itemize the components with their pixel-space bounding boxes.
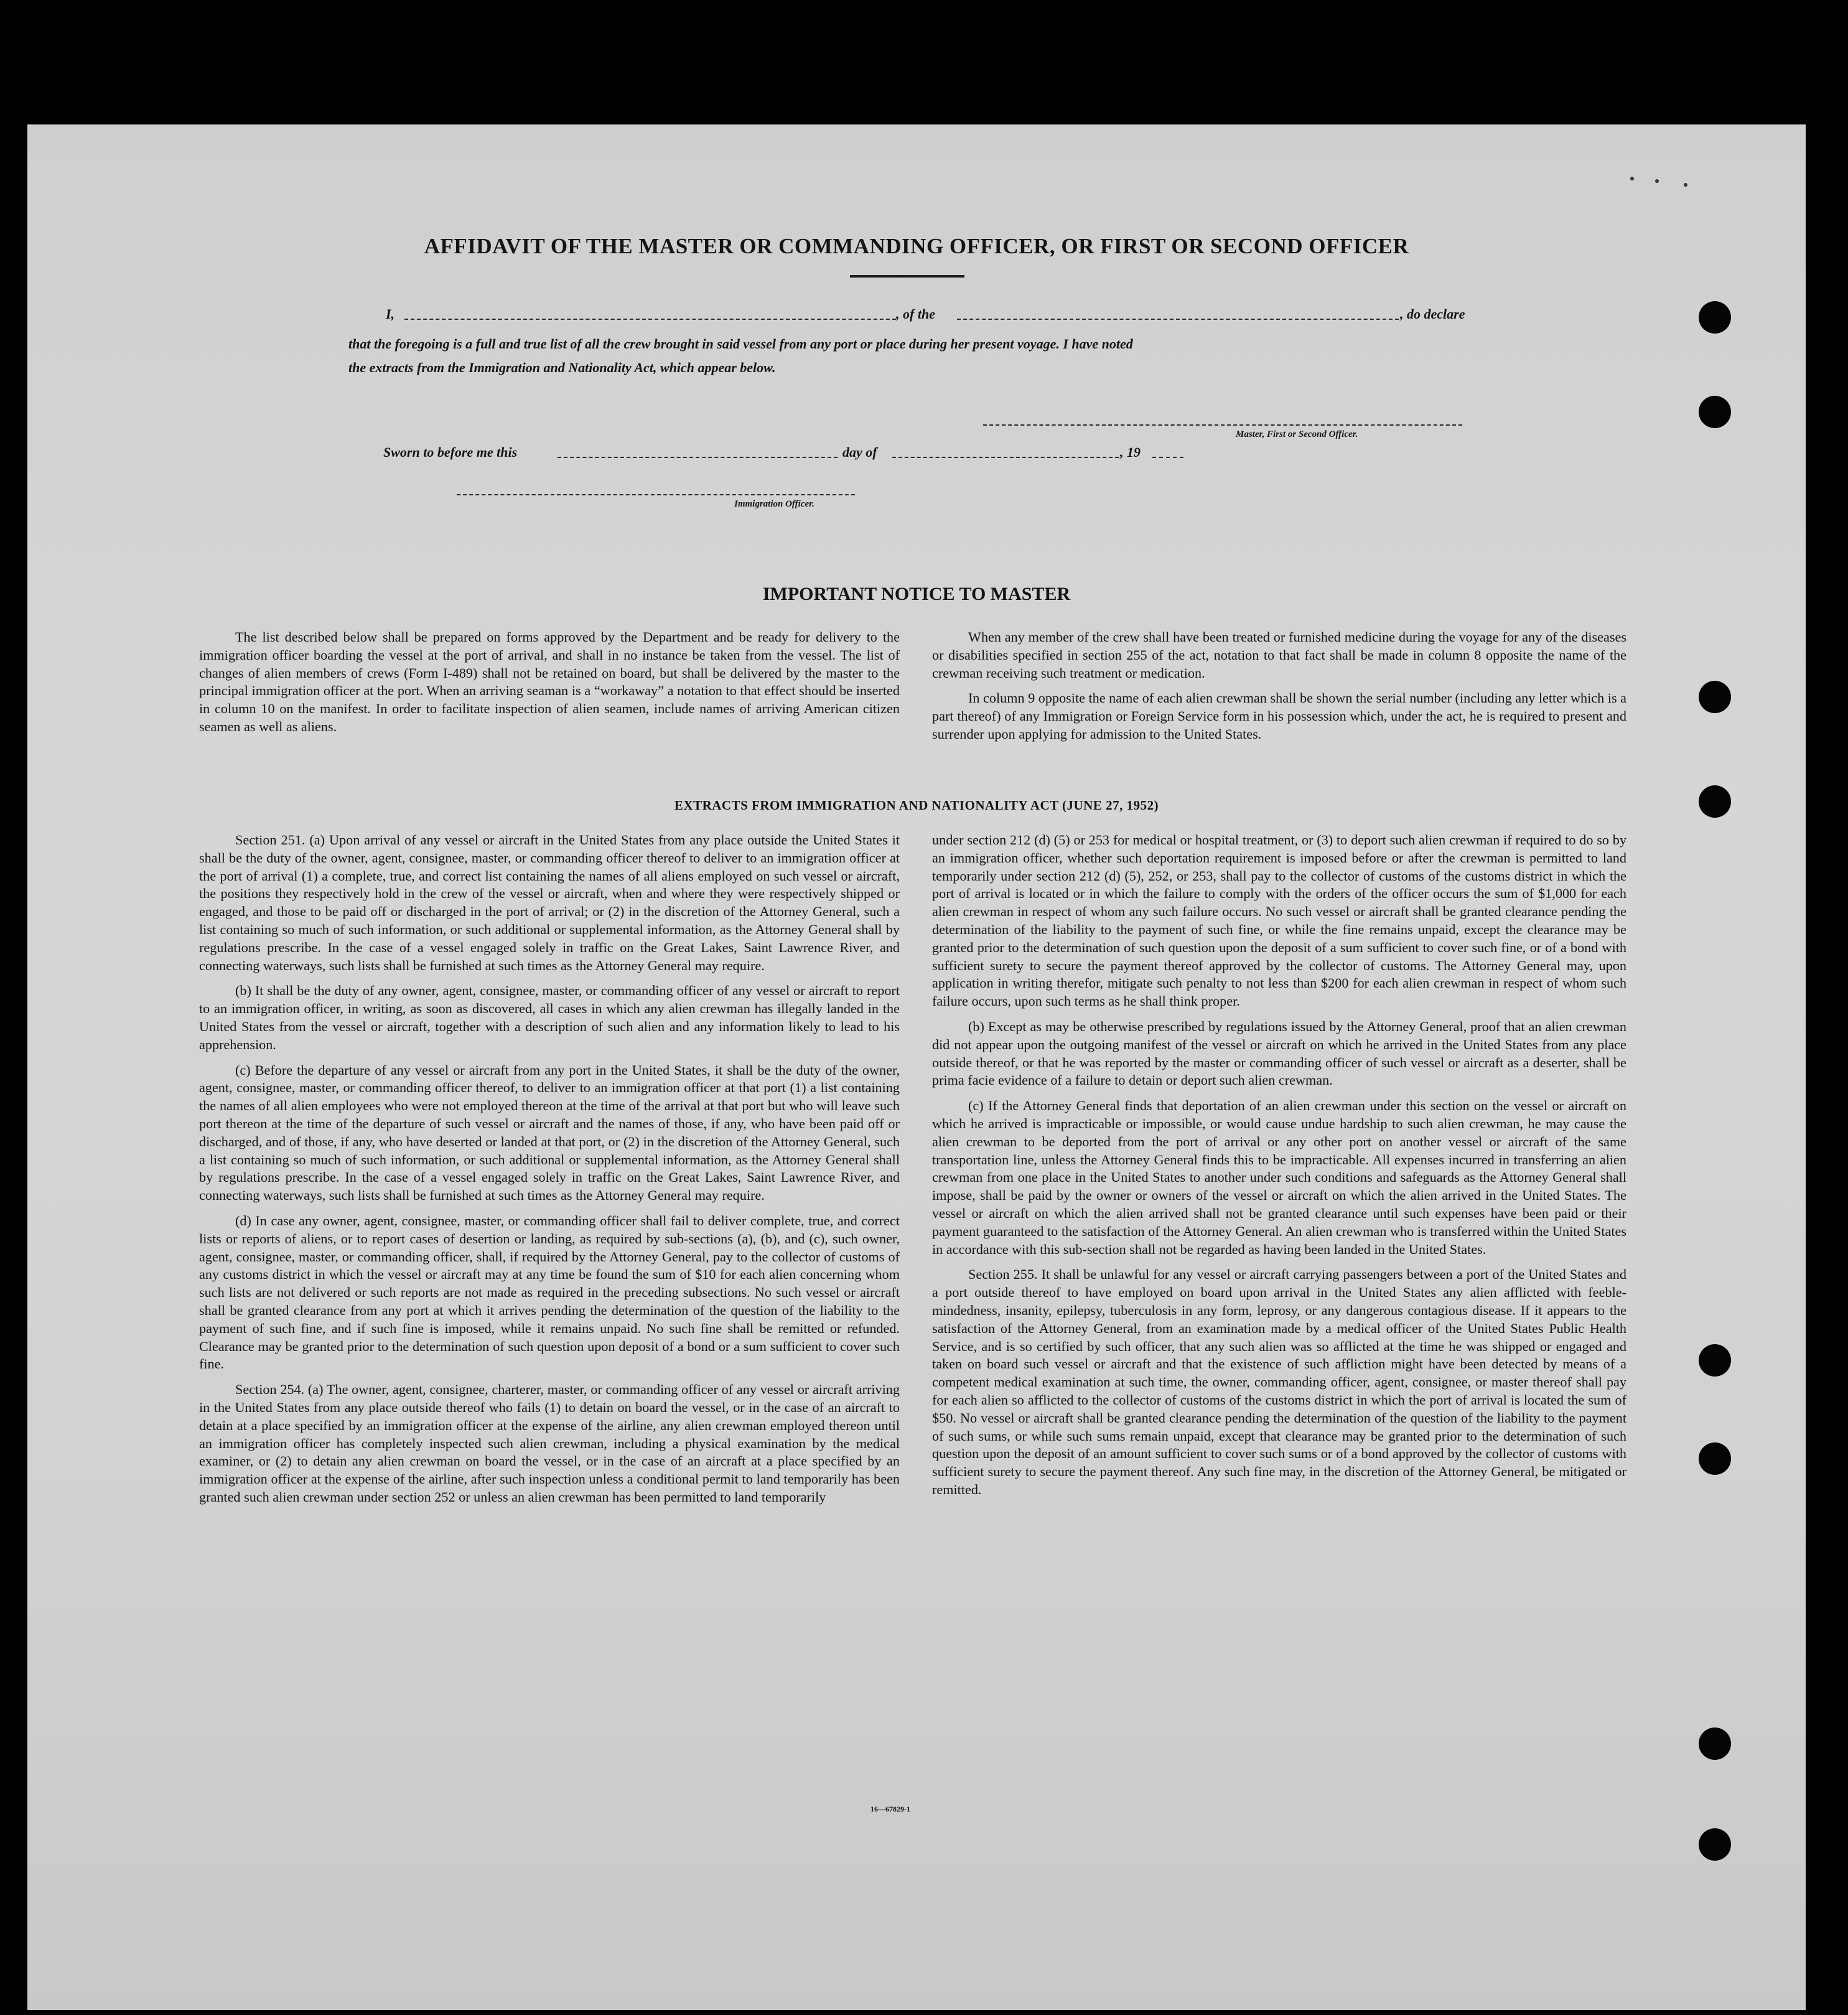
section-254-a-continued: under section 212 (d) (5) or 253 for medical or hospital treatment, or (3) to deport such alien crewman if required to do so by an immigration officer, whether such deportation requirement is imposed before or after the crewman is permitted to land temporarily under section 212 (d) (5), 252, or 253, shall pay to the collector of customs of the customs district in which the port of arrival is located or in which the failure to comply with the orders of the officer occurs the sum of $1,000 for each alien crewman in respect of whom any such failure occurs. No such vessel or aircraft shall be granted clearance pending the determination of the liability to the payment of such fine, or while the fine remains unpaid, except the clearance may be granted prior to the determination of such question upon the deposit of a sum sufficient to cover such fine, or of a bond with sufficient surety to secure the payment thereof approved by the collector of customs. The Attorney General may, upon application in writing therefor, mitigate such penalty to not less than $200 for each alien crewman in respect of whom such failure occurs, upon such terms as he shall think proper. (932, 832, 1626, 1009)
scan-speck (1630, 177, 1634, 180)
punch-hole (1699, 301, 1731, 334)
section-254-c: (c) If the Attorney General finds that deportation of an alien crewman under this section on the vessel or aircraft on which he arrived is impracticable or impossible, or would cause undue hardship to such alien crewman, he may cause the alien crewman to be deported from the port of arrival or any other port on another vessel or aircraft of the same transportation line, unless the Attorney General finds this to be impracticable. All expenses incurred in transferring an alien crewman from one place in the United States to another under such conditions and safeguards as the Attorney General shall impose, shall be paid by the owner or owners of the vessel or aircraft on which the alien arrived in the United States. The vessel or aircraft on which the alien arrived shall not be granted clearance until such expenses have been paid or their payment guaranteed to the satisfaction of the Attorney General. An alien crewman who is transferred within the United States in accordance with this sub-section shall not be regarded as having been landed in the United States. (932, 1098, 1626, 1257)
sworn-month-field[interactable] (892, 457, 1119, 458)
punch-hole (1699, 1344, 1731, 1377)
form-number: 16—67829-1 (870, 1805, 910, 1813)
sworn-year-field[interactable] (1152, 457, 1183, 458)
section-251-d: (d) In case any owner, agent, consignee, master, or commanding officer shall fail to deliver complete, true, and correct lists or reports of aliens, or to report cases of desertion or landing, as required by sub-sections (a), (b), and (c), such owner, agent, consignee, master, or commanding officer, shall, if required by the Attorney General, pay to the collector of customs of any customs district in which the vessel or aircraft may at any time be found the sum of $10 for each alien concerning whom such lists are not delivered or such reports are not made as required in the preceding subsections. No such vessel or aircraft shall be granted clearance from any port at which it arrives pending the determination of the question of the liability to the payment of such fine, and if such fine is imposed, while it remains unpaid. No such fine shall be remitted or refunded. Clearance may be granted prior to the determination of such question upon deposit of a bond or a sum sufficient to cover such fine. (199, 1212, 900, 1372)
scan-speck (1655, 179, 1659, 183)
scan-speck (1684, 183, 1687, 187)
section-254-b: (b) Except as may be otherwise prescribed by regulations issued by the Attorney General, proof that an alien crewman did not appear upon the outgoing manifest of the vessel or aircraft on which he arrived in the United States from any place outside thereof, or that he was reported by the master or commanding officer of such vessel or aircraft as a deserter, shall be prima facie evidence of a failure to detain or deport such alien crewman. (932, 1018, 1626, 1088)
declarant-name-field[interactable] (404, 319, 896, 320)
notice-right-paragraph-2: In column 9 opposite the name of each alien crewman shall be shown the serial number (including any letter which is a part thereof) of any Immigration or Foreign Service form in his possession which, under the act, he is required to present and surrender upon applying for admission to the United States. (932, 690, 1626, 742)
punch-hole (1699, 785, 1731, 818)
extracts-right-column (932, 831, 1626, 1507)
notice-right-paragraph-1: When any member of the crew shall have been treated or furnished medicine during the voyage for any of the diseases or disabilities specified in section 255 of the act, notation to that fact shall be made in column 8 opposite the name of the crewman receiving such treatment or medication. (932, 629, 1626, 681)
master-signature-label: Master, First or Second Officer. (1236, 429, 1358, 439)
punch-hole (1699, 1442, 1731, 1475)
vessel-name-field[interactable] (957, 319, 1399, 320)
punch-hole (1699, 1727, 1731, 1760)
title-rule (850, 275, 964, 278)
section-251-a: Section 251. (a) Upon arrival of any vessel or aircraft in the United States from any place outside the United States it shall be the duty of the owner, agent, consignee, master, or commanding officer thereof to deliver to an immigration officer at the port of arrival (1) a complete, true, and correct list containing the names of all aliens employed on such vessel or aircraft, the positions they respectively hold in the crew of the vessel or aircraft, when and where they were respectively shipped or engaged, and those to be paid off or discharged in the port of arrival; or (2) in the discretion of the Attorney General, such a list containing so much of such information, or such additional or supplemental information, as the Attorney General shall by regulations prescribe. In the case of a vessel engaged solely in traffic on the Great Lakes, Saint Lawrence River, and connecting waterways, such lists shall be furnished at such times as the Attorney General may require. (199, 832, 900, 973)
affidavit-title: AFFIDAVIT OF THE MASTER OR COMMANDING OFFICER, OR FIRST OR SECOND OFFICER (424, 234, 1409, 258)
punch-hole (1699, 1828, 1731, 1861)
day-of-label: day of (842, 444, 877, 460)
form-page (27, 124, 1806, 2010)
section-255: Section 255. It shall be unlawful for any vessel or aircraft carrying passengers between a port of the United States and a port outside thereof to have employed on board upon arrival in the United States any alien afflicted with feeble-mindedness, insanity, epilepsy, tuberculosis in any form, leprosy, or any dangerous contagious disease. If it appears to the satisfaction of the Attorney General, from an examination made by a medical officer of the United States Public Health Service, and is so certified by such officer, that any such alien was so afflicted at the time he was shipped or engaged and taken on board such vessel or aircraft and that the existence of such affliction might have been detected by means of a competent medical examination at such time, the owner, commanding officer, agent, consignee, or master thereof shall pay for each alien so afflicted to the collector of customs of the customs district in which the port of arrival is located the sum of $50. No vessel or aircraft shall be granted clearance pending the determination of the question of the liability to the payment of such sums, or while such sums remain unpaid, except that clearance may be granted prior to the determination of such question upon the deposit of an amount sufficient to cover such sums or of a bond approved by the collector of customs with sufficient surety to secure the payment thereof. Any such fine may, in the discretion of the Attorney General, be mitigated or remitted. (932, 1266, 1626, 1497)
declaration-line-2: the extracts from the Immigration and Nationality Act, which appear below. (348, 360, 776, 375)
punch-hole (1699, 681, 1731, 713)
section-254-a: Section 254. (a) The owner, agent, consignee, charterer, master, or commanding officer of any vessel or aircraft arriving in the United States from any place outside thereof who fails (1) to detain on board the vessel, or in the case of an aircraft to detain at a place specified by an immigration officer at the expense of the airline, any alien crewman employed thereon until an immigration officer has completely inspected such alien crewman, including a physical examination by the medical examiner, or (2) to detain any alien crewman on board the vessel, or in the case of an aircraft at a place specified by an immigration officer at the expense of the airline, after such inspection unless a conditional permit to land temporarily has been granted such alien crewman under section 252 or unless an alien crewman has been permitted to land temporarily (199, 1382, 900, 1505)
sworn-day-field[interactable] (558, 457, 838, 458)
extracts-title: EXTRACTS FROM IMMIGRATION AND NATIONALITY ACT (JUNE 27, 1952) (674, 798, 1159, 813)
immigration-officer-signature-field[interactable] (457, 494, 855, 495)
master-signature-field[interactable] (983, 424, 1462, 426)
notice-left-paragraph: The list described below shall be prepared on forms approved by the Department and be ready for delivery to the immigration officer boarding the vessel at the port of arrival, and shall in no instance be taken from the vessel. The list of changes of alien members of crews (Form I-489) shall not be retained on board, but shall be delivered by the master to the principal immigration officer at the port. When an arriving seaman is a “workaway” a notation to that effect should be inserted in column 10 on the manifest. In order to facilitate inspection of alien seamen, include names of arriving American citizen seamen as well as aliens. (199, 629, 900, 734)
section-251-b: (b) It shall be the duty of any owner, agent, consignee, master, or commanding officer of any vessel or aircraft to report to an immigration officer, in writing, as soon as discovered, all cases in which any alien crewman has illegally landed in the United States from the vessel or aircraft, together with a description of such alien and any information likely to lead to his apprehension. (199, 983, 900, 1052)
officer-signature-label: Immigration Officer. (734, 499, 814, 509)
section-251-c: (c) Before the departure of any vessel or aircraft from any port in the United States, it shall be the duty of the owner, agent, consignee, master, or commanding officer thereof, to deliver to an immigration officer at that port (1) a list containing the names of all alien employees who were not employed thereon at the time of the arrival at that port but who will leave such port thereon at the time of the departure of such vessel or aircraft and the names of those, if any, who have been paid off or discharged, and of those, if any, who have deserted or landed at that port, or (2) in the discretion of the Attorney General, such a list containing so much of such information, or such additional or supplemental information, as the Attorney General shall by regulations prescribe. In the case of a vessel engaged solely in traffic on the Great Lakes, Saint Lawrence River, and connecting waterways, such lists shall be furnished at such times as the Attorney General may require. (199, 1062, 900, 1204)
of-the-label: , of the (896, 306, 935, 322)
declaration-line-1: that the foregoing is a full and true list of all the crew brought in said vessel from any port or place during her present voyage. I have noted (348, 336, 1133, 352)
year-prefix-label: , 19 (1120, 444, 1141, 460)
i-label: I, (386, 306, 395, 322)
extracts-left-column (199, 831, 900, 1514)
do-declare-label: , do declare (1400, 306, 1465, 322)
notice-title: IMPORTANT NOTICE TO MASTER (762, 584, 1071, 604)
sworn-label: Sworn to before me this (383, 444, 518, 460)
notice-left-column (199, 629, 900, 744)
punch-hole (1699, 396, 1731, 428)
notice-right-column (932, 629, 1626, 751)
